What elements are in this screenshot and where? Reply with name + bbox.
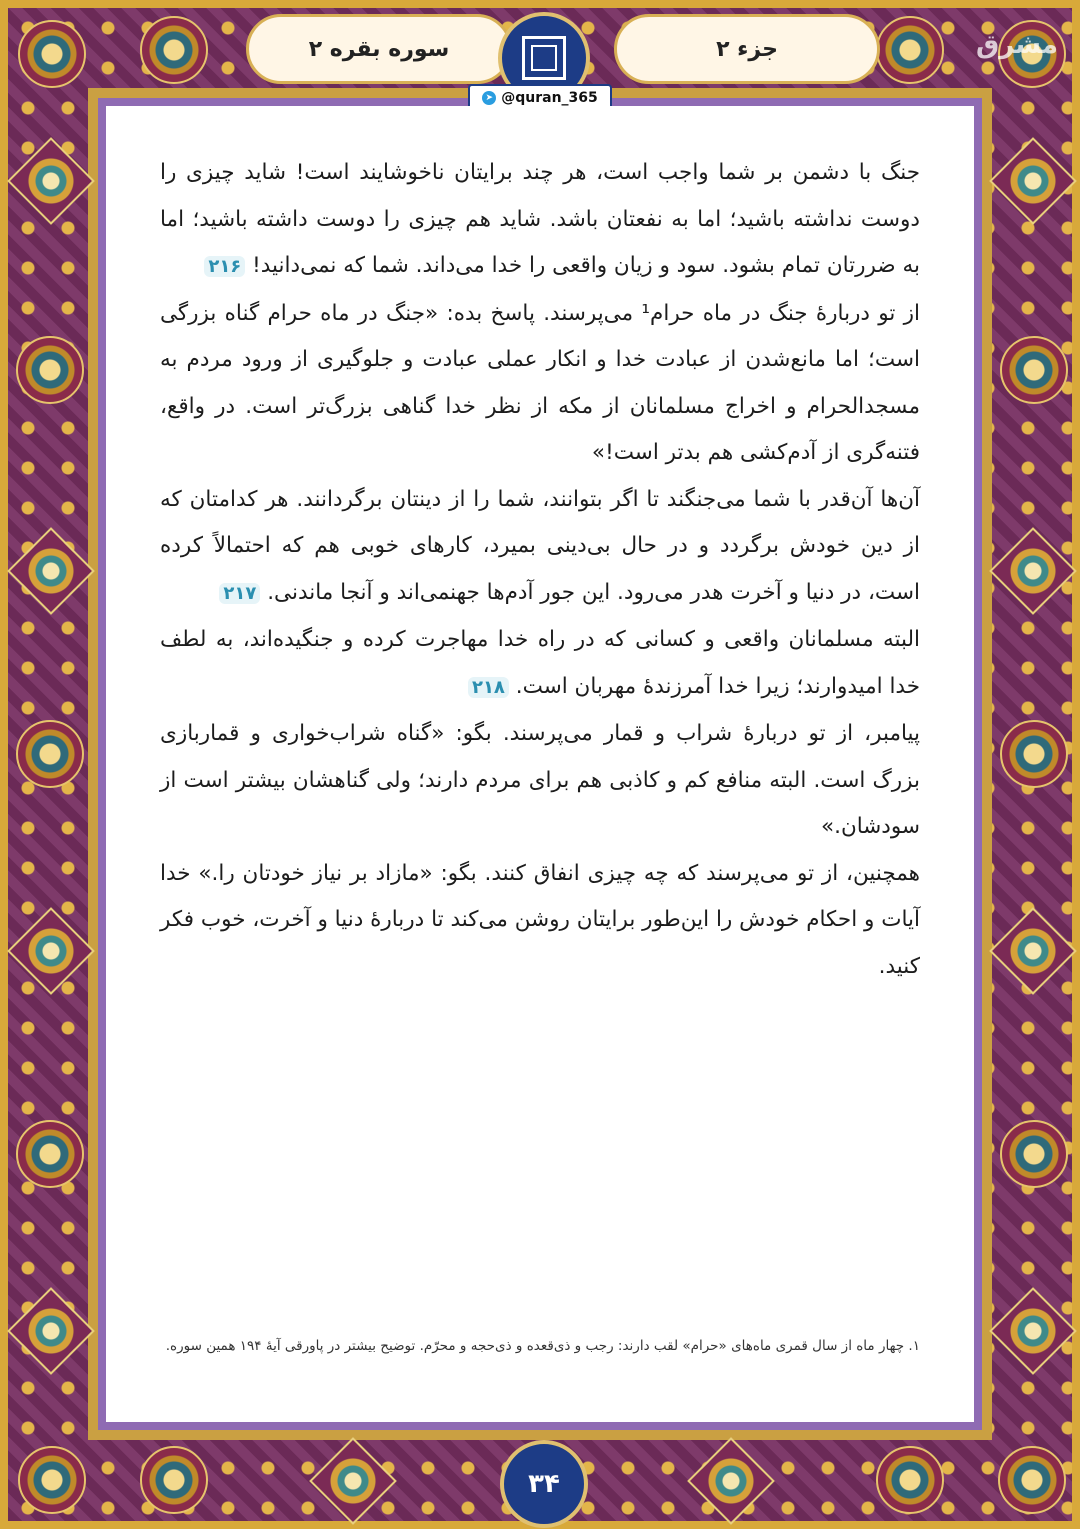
handle-text: @quran_365: [501, 90, 598, 106]
side-ornament-icon: [1000, 720, 1068, 788]
paragraph-text: از تو دربارهٔ جنگ در ماه حرام¹ می‌پرسند. پاسخ بده: «جنگ در ماه حرام گناه بزرگی است؛ اما مانع‌شدن از عبادت خدا و انکار عملی عبادت و جلوگیری از ورود مردم به مسجدالحرام و اخراج مسلمانان از مکه از نظر خدا گناهی بزرگ‌تر است. در واقع، فتنه‌گری از آدم‌کشی هم بدتر است!»: [160, 300, 921, 465]
page-number: ۳۴: [500, 1440, 588, 1528]
paragraph-text: همچنین، از تو می‌پرسند که چه چیزی انفاق کنند. بگو: «مازاد بر نیاز خودتان را.» خدا آیات و احکام خودش را این‌طور برایتان روشن می‌کند تا دربارهٔ دنیا و آخرت، خوب فکر کنید.: [160, 860, 920, 979]
side-ornament-icon: [16, 1120, 84, 1188]
side-ornament-icon: [16, 720, 84, 788]
paragraph: [160, 617, 920, 711]
surah-title: سوره بقره ۲: [246, 14, 512, 84]
verse-number: ۲۱۶: [204, 256, 245, 277]
side-ornament-icon: [1000, 336, 1068, 404]
paragraph-text: البته مسلمانان واقعی و کسانی که در راه خدا مهاجرت کرده و جنگیده‌اند، به لطف خدا امیدوارند؛ زیرا خدا آمرزندهٔ مهربان است.: [160, 627, 920, 699]
corner-ornament-icon: [18, 1446, 86, 1514]
page-content: [106, 106, 974, 1422]
side-ornament-icon: [16, 336, 84, 404]
corner-ornament-icon: [876, 1446, 944, 1514]
verse-number: ۲۱۸: [468, 677, 509, 698]
verse-number: ۲۱۷: [219, 583, 260, 604]
telegram-icon: ➤: [482, 91, 496, 105]
paragraph-text: آن‌ها آن‌قدر با شما می‌جنگند تا اگر بتوانند، شما را از دینتان برگردانند. هر کدامتان که از دین خودش برگردد و در حال بی‌دینی بمیرد، کارهای خوبی هم که احتمالاً کرده است، در دنیا و آخرت هدر می‌رود. این جور آدم‌ها جهنمی‌اند و آنجا ماندنی.: [160, 486, 920, 605]
juz-title: جزء ۲: [614, 14, 880, 84]
corner-ornament-icon: [876, 16, 944, 84]
corner-ornament-icon: [998, 1446, 1066, 1514]
side-ornament-icon: [1000, 1120, 1068, 1188]
watermark: مشرق: [976, 30, 1058, 60]
paragraph: [160, 711, 920, 851]
corner-ornament-icon: [140, 16, 208, 84]
paragraph: [160, 477, 920, 618]
paragraph: [160, 291, 920, 477]
corner-ornament-icon: [18, 20, 86, 88]
corner-ornament-icon: [140, 1446, 208, 1514]
paragraph: [160, 851, 920, 991]
paragraph-text: جنگ با دشمن بر شما واجب است، هر چند برایتان ناخوشایند است! شاید چیزی را دوست نداشته باشید؛ اما به نفعتان باشد. شاید هم چیزی را دوست داشته باشید؛ اما به ضررتان تمام بشود. سود و زیان واقعی را خدا می‌داند. شما که نمی‌دانید!: [160, 160, 920, 278]
footnote: ۱. چهار ماه از سال قمری ماه‌های «حرام» لقب دارند: رجب و ذی‌قعده و ذی‌حجه و محرّم. توضیح بیشتر در پاورقی آیهٔ ۱۹۴ همین سوره.: [165, 1338, 920, 1354]
paragraph-text: پیامبر، از تو دربارهٔ شراب و قمار می‌پرسند. بگو: «گناه شراب‌خواری و قماربازی بزرگ است. البته منافع کم و کاذبی هم برای مردم دارند؛ ولی گناهشان بیشتر است از سودشان.»: [160, 721, 920, 839]
paragraph: [160, 150, 920, 291]
